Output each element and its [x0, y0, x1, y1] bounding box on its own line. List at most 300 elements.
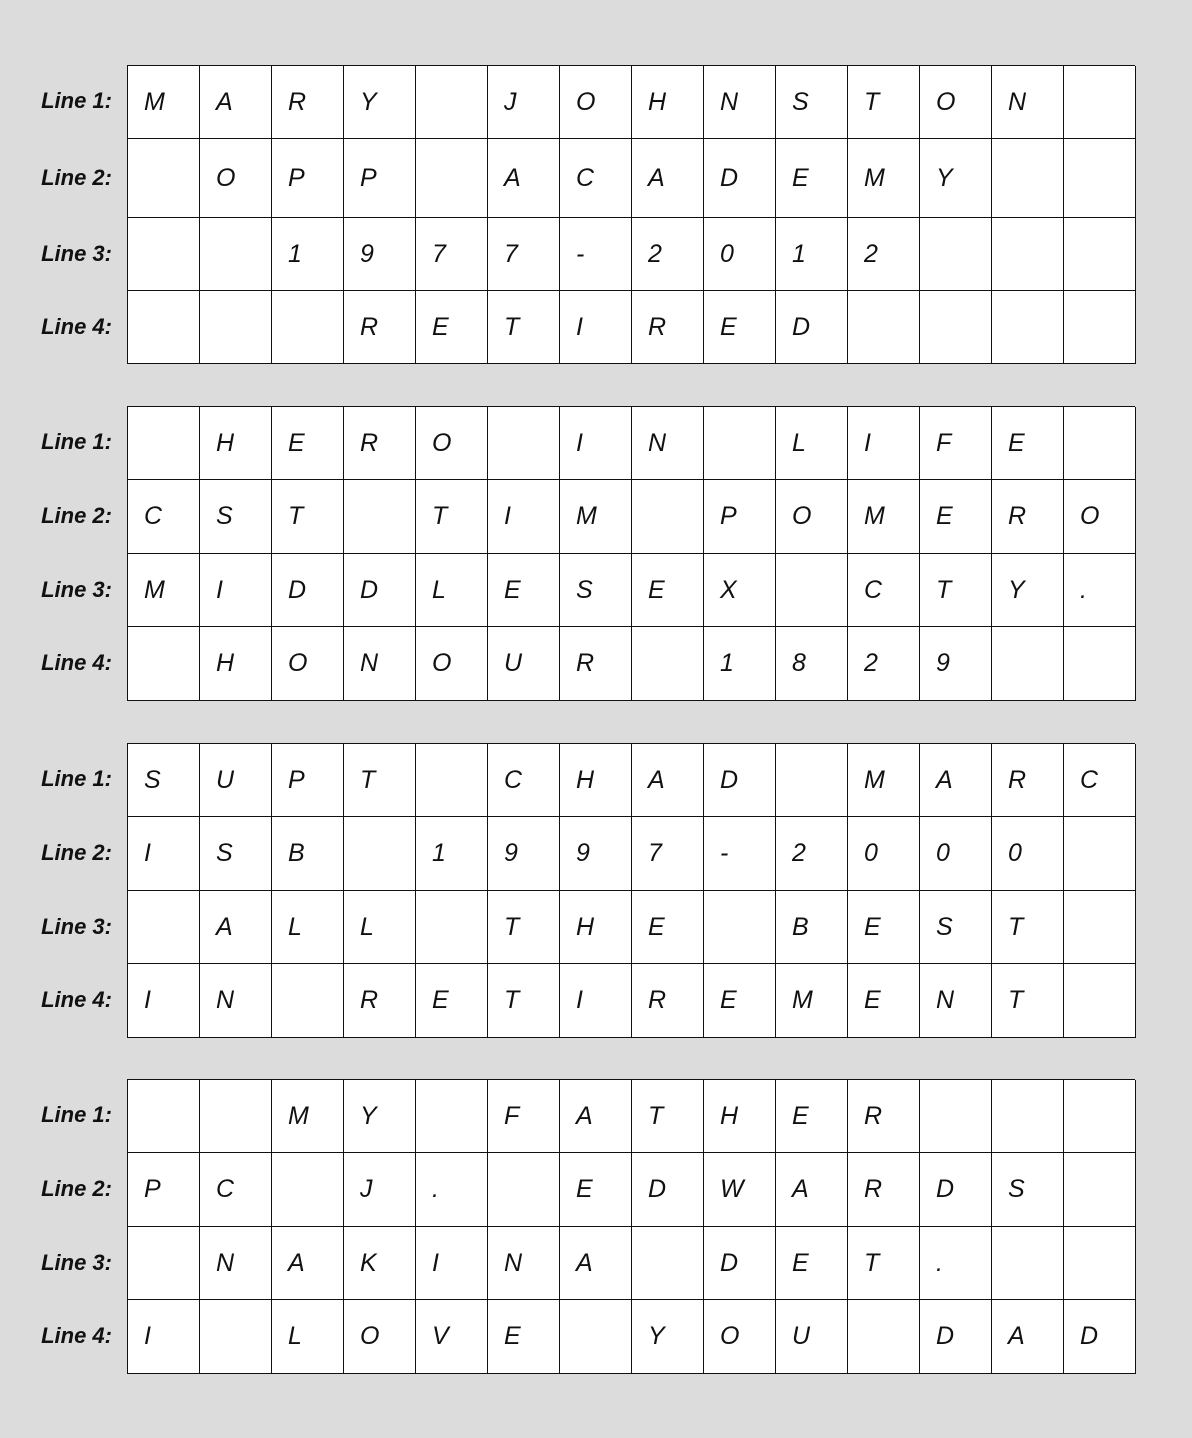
letter-cell: [992, 627, 1064, 701]
line-label: Line 2:: [41, 840, 112, 865]
letter-cell: [416, 218, 488, 291]
letter-cell-text: R: [864, 1175, 883, 1203]
letter-cell: [128, 291, 200, 364]
letter-cell: [632, 291, 704, 364]
letter-cell-text: A: [288, 1248, 305, 1277]
letter-cell: [560, 1153, 632, 1227]
letter-cell: [776, 218, 848, 291]
letter-cell: [488, 891, 560, 964]
letter-cell: [128, 66, 200, 139]
letter-cell-text: D: [360, 575, 379, 604]
letter-cell: [1064, 66, 1136, 139]
letter-cell: [560, 480, 632, 554]
letter-cell-text: M: [144, 88, 165, 116]
letter-cell-text: K: [360, 1248, 377, 1277]
letter-cell-text: E: [432, 986, 449, 1014]
letter-cell-text: T: [864, 88, 880, 116]
letter-cell-text: 2: [864, 239, 878, 268]
letter-cell-text: N: [216, 1248, 235, 1277]
letter-cell: [632, 744, 704, 817]
letter-cell: [416, 1300, 488, 1374]
letter-cell: [416, 66, 488, 139]
letter-cell: [1064, 1227, 1136, 1300]
letter-cell: [1064, 480, 1136, 554]
letter-cell: [272, 891, 344, 964]
letter-cell: [344, 66, 416, 139]
plaque-line-row: [0, 1300, 1192, 1374]
letter-cell: [200, 627, 272, 701]
letter-cell: [632, 1153, 704, 1227]
letter-cell: [992, 66, 1064, 139]
letter-cell: [848, 891, 920, 964]
letter-cell: [272, 139, 344, 218]
letter-cell: [776, 66, 848, 139]
letter-cell: [488, 139, 560, 218]
letter-cell: [848, 817, 920, 891]
letter-cell: [776, 1300, 848, 1374]
letter-cell: [416, 480, 488, 554]
plaque-line-row: [0, 554, 1192, 627]
letter-cell: [848, 66, 920, 139]
letter-cell-text: 9: [936, 649, 950, 677]
letter-cell: [920, 480, 992, 554]
letter-cell-text: 1: [288, 239, 302, 268]
letter-cell: [848, 1080, 920, 1153]
letter-cell: [272, 218, 344, 291]
letter-cell-text: D: [720, 1248, 739, 1277]
letter-cell: [632, 627, 704, 701]
letter-cell-text: T: [1008, 912, 1024, 941]
plaque-line-row: [0, 218, 1192, 291]
letter-cell-text: R: [1008, 766, 1027, 794]
letter-cell-text: S: [792, 88, 809, 116]
letter-cell-text: B: [792, 912, 809, 941]
letter-cell: [416, 554, 488, 627]
letter-cell-text: E: [648, 575, 665, 604]
letter-cell-text: L: [288, 1322, 302, 1350]
letter-cell-text: M: [864, 502, 885, 530]
letter-cell-text: M: [576, 502, 597, 530]
letter-cell: [200, 891, 272, 964]
letter-cell-text: I: [864, 429, 871, 457]
line-label: Line 1:: [41, 766, 112, 791]
letter-cell-text: E: [1008, 429, 1025, 457]
letter-cell: [704, 139, 776, 218]
letter-cell-text: Y: [360, 88, 377, 116]
letter-cell: [560, 744, 632, 817]
letter-cell: [200, 407, 272, 480]
letter-cell-text: M: [864, 766, 885, 794]
letter-cell-text: 2: [648, 239, 662, 268]
line-label: Line 1:: [41, 88, 112, 113]
letter-cell: [416, 291, 488, 364]
letter-cell-text: I: [144, 839, 151, 867]
letter-cell-text: I: [576, 986, 583, 1014]
letter-cell-text: O: [720, 1322, 740, 1350]
letter-cell-text: 9: [360, 239, 374, 268]
letter-cell-text: 8: [792, 649, 806, 677]
letter-cell-text: R: [360, 429, 379, 457]
letter-cell: [1064, 218, 1136, 291]
letter-cell-text: .: [936, 1248, 943, 1277]
letter-cell: [344, 1153, 416, 1227]
letter-cell-text: O: [432, 649, 452, 677]
letter-cell-text: 0: [936, 839, 950, 867]
letter-cell-text: R: [648, 986, 667, 1014]
letter-cell: [992, 1080, 1064, 1153]
letter-grid-row: [127, 480, 1135, 554]
letter-cell-text: E: [792, 1248, 809, 1277]
letter-cell: [344, 554, 416, 627]
letter-cell: [704, 891, 776, 964]
letter-cell-text: A: [792, 1175, 809, 1203]
letter-cell-text: H: [648, 88, 667, 116]
letter-cell-text: J: [360, 1175, 373, 1203]
letter-cell-text: C: [864, 575, 883, 604]
letter-cell-text: S: [1008, 1175, 1025, 1203]
letter-cell: [992, 218, 1064, 291]
letter-cell: [200, 1153, 272, 1227]
letter-cell-text: N: [648, 429, 667, 457]
letter-cell: [992, 964, 1064, 1038]
letter-cell-text: A: [216, 88, 233, 116]
letter-cell: [920, 66, 992, 139]
plaque-line-row: [0, 139, 1192, 218]
letter-cell: [632, 891, 704, 964]
letter-cell-text: Y: [1008, 575, 1025, 604]
letter-cell: [272, 964, 344, 1038]
letter-cell: [200, 744, 272, 817]
letter-cell-text: P: [144, 1175, 161, 1203]
line-label: Line 3:: [41, 576, 112, 602]
letter-cell: [128, 554, 200, 627]
letter-cell: [1064, 891, 1136, 964]
letter-cell: [560, 218, 632, 291]
letter-cell: [704, 554, 776, 627]
letter-cell: [272, 407, 344, 480]
letter-cell-text: R: [360, 312, 379, 341]
letter-cell: [416, 627, 488, 701]
letter-cell-text: E: [432, 312, 449, 341]
letter-cell: [128, 964, 200, 1038]
letter-cell-text: 0: [864, 839, 878, 867]
letter-cell: [272, 554, 344, 627]
letter-cell-text: A: [504, 163, 521, 192]
letter-cell: [488, 1153, 560, 1227]
letter-cell: [632, 1227, 704, 1300]
letter-cell-text: N: [936, 986, 955, 1014]
plaque-line-row: [0, 627, 1192, 701]
letter-cell: [920, 1227, 992, 1300]
letter-cell: [992, 1227, 1064, 1300]
letter-cell: [488, 1300, 560, 1374]
letter-cell: [848, 291, 920, 364]
letter-cell-text: A: [576, 1102, 593, 1130]
letter-cell: [920, 817, 992, 891]
letter-cell: [992, 407, 1064, 480]
letter-cell-text: E: [864, 912, 881, 941]
letter-cell: [128, 480, 200, 554]
letter-cell-text: 9: [504, 839, 518, 867]
letter-cell-text: N: [360, 649, 379, 677]
letter-cell: [704, 291, 776, 364]
letter-cell: [200, 554, 272, 627]
letter-cell: [200, 218, 272, 291]
letter-cell: [920, 964, 992, 1038]
letter-cell: [416, 139, 488, 218]
line-label: Line 4:: [41, 313, 112, 339]
letter-cell-text: E: [864, 986, 881, 1014]
letter-cell: [632, 407, 704, 480]
letter-cell-text: D: [720, 766, 739, 794]
letter-cell-text: O: [216, 163, 236, 192]
letter-cell: [776, 554, 848, 627]
letter-grid-row: [127, 218, 1135, 291]
letter-cell: [1064, 964, 1136, 1038]
letter-cell-text: E: [720, 986, 737, 1014]
letter-cell-text: A: [216, 912, 233, 941]
letter-cell-text: R: [1008, 502, 1027, 530]
line-label: Line 2:: [41, 1176, 112, 1201]
letter-grid-row: [127, 1153, 1135, 1227]
letter-cell: [704, 1227, 776, 1300]
letter-cell: [776, 480, 848, 554]
letter-cell-text: M: [144, 575, 165, 604]
letter-cell: [704, 1080, 776, 1153]
letter-cell: [776, 407, 848, 480]
letter-cell-text: O: [360, 1322, 380, 1350]
letter-cell-text: M: [288, 1102, 309, 1130]
letter-cell-text: I: [576, 429, 583, 457]
plaque-line-row: [0, 1153, 1192, 1227]
letter-cell-text: D: [792, 312, 811, 341]
letter-cell: [488, 627, 560, 701]
letter-cell: [344, 891, 416, 964]
letter-cell: [776, 139, 848, 218]
letter-cell-text: A: [648, 163, 665, 192]
letter-cell: [704, 218, 776, 291]
letter-cell-text: .: [432, 1175, 439, 1203]
letter-cell: [272, 1227, 344, 1300]
plaque-line-row: [0, 291, 1192, 364]
letter-cell-text: B: [288, 839, 305, 867]
letter-cell: [272, 627, 344, 701]
letter-cell: [560, 139, 632, 218]
letter-cell-text: E: [792, 163, 809, 192]
letter-cell-text: D: [648, 1175, 667, 1203]
letter-cell-text: 9: [576, 839, 590, 867]
plaque-line-row: [0, 743, 1192, 817]
letter-cell-text: T: [1008, 986, 1024, 1014]
letter-cell: [704, 407, 776, 480]
line-label: Line 2:: [41, 503, 112, 528]
letter-cell: [1064, 291, 1136, 364]
letter-cell-text: T: [504, 986, 520, 1014]
letter-cell: [272, 291, 344, 364]
letter-cell: [920, 139, 992, 218]
letter-cell-text: T: [936, 575, 952, 604]
letter-cell: [848, 627, 920, 701]
letter-cell: [128, 1227, 200, 1300]
letter-cell-text: L: [432, 575, 446, 604]
letter-cell: [848, 1300, 920, 1374]
letter-cell-text: T: [648, 1102, 664, 1130]
line-label: Line 4:: [41, 987, 112, 1012]
letter-cell-text: Y: [648, 1322, 665, 1350]
letter-grid-row: [127, 65, 1135, 139]
letter-cell: [560, 291, 632, 364]
letter-cell: [920, 218, 992, 291]
letter-cell: [344, 627, 416, 701]
letter-cell: [1064, 817, 1136, 891]
letter-cell-text: U: [792, 1322, 811, 1350]
letter-cell: [992, 1153, 1064, 1227]
plaque-line-row: [0, 480, 1192, 554]
letter-cell: [344, 291, 416, 364]
letter-cell-text: C: [576, 163, 595, 192]
letter-cell: [560, 964, 632, 1038]
letter-cell: [632, 1080, 704, 1153]
letter-cell-text: -: [576, 239, 585, 268]
letter-cell-text: S: [216, 839, 233, 867]
letter-cell: [272, 817, 344, 891]
letter-cell: [416, 817, 488, 891]
letter-cell-text: E: [720, 312, 737, 341]
letter-cell-text: H: [576, 766, 595, 794]
letter-cell-text: O: [936, 88, 956, 116]
letter-cell: [776, 891, 848, 964]
letter-cell: [416, 407, 488, 480]
letter-grid-row: [127, 1227, 1135, 1300]
letter-cell: [632, 66, 704, 139]
letter-cell: [560, 1080, 632, 1153]
letter-cell: [704, 817, 776, 891]
letter-cell: [632, 817, 704, 891]
letter-cell-text: D: [936, 1322, 955, 1350]
letter-cell: [344, 817, 416, 891]
letter-grid-row: [127, 743, 1135, 817]
letter-cell: [848, 554, 920, 627]
letter-cell-text: E: [648, 912, 665, 941]
plaque-line-row: [0, 1079, 1192, 1153]
letter-cell-text: T: [864, 1248, 880, 1277]
letter-cell: [416, 964, 488, 1038]
letter-cell: [632, 554, 704, 627]
letter-cell: [992, 817, 1064, 891]
letter-cell: [848, 964, 920, 1038]
letter-cell: [344, 218, 416, 291]
letter-cell-text: T: [288, 502, 304, 530]
letter-cell-text: O: [1080, 502, 1100, 530]
letter-cell-text: S: [216, 502, 233, 530]
letter-cell: [848, 139, 920, 218]
letter-cell-text: T: [360, 766, 376, 794]
letter-cell: [632, 964, 704, 1038]
letter-cell: [704, 744, 776, 817]
letter-cell-text: H: [720, 1102, 739, 1130]
letter-cell: [632, 218, 704, 291]
letter-cell: [560, 407, 632, 480]
letter-cell: [920, 891, 992, 964]
letter-cell: [128, 1300, 200, 1374]
letter-cell: [416, 744, 488, 817]
letter-cell: [128, 218, 200, 291]
letter-cell: [128, 744, 200, 817]
letter-cell: [704, 964, 776, 1038]
letter-cell-text: I: [432, 1248, 439, 1277]
letter-cell-text: O: [792, 502, 812, 530]
letter-cell: [560, 554, 632, 627]
letter-cell: [1064, 1300, 1136, 1374]
line-label: Line 3:: [41, 1249, 112, 1275]
letter-cell: [488, 291, 560, 364]
letter-cell-text: U: [216, 766, 235, 794]
letter-cell: [200, 1227, 272, 1300]
letter-grid-row: [127, 554, 1135, 627]
letter-cell: [344, 139, 416, 218]
letter-cell-text: H: [576, 912, 595, 941]
letter-cell: [128, 139, 200, 218]
letter-cell: [848, 744, 920, 817]
letter-cell: [776, 627, 848, 701]
line-label: Line 3:: [41, 913, 112, 939]
letter-cell-text: H: [216, 429, 235, 457]
letter-cell: [1064, 627, 1136, 701]
letter-cell: [1064, 407, 1136, 480]
letter-cell: [992, 291, 1064, 364]
letter-cell-text: P: [360, 163, 377, 192]
letter-cell-text: T: [504, 312, 520, 341]
letter-cell-text: -: [720, 839, 729, 867]
letter-cell: [992, 744, 1064, 817]
letter-cell-text: 2: [792, 839, 806, 867]
letter-cell: [560, 627, 632, 701]
letter-cell-text: X: [720, 575, 737, 604]
letter-cell: [992, 480, 1064, 554]
letter-cell-text: J: [504, 88, 517, 116]
letter-cell: [488, 554, 560, 627]
letter-cell: [920, 554, 992, 627]
letter-cell-text: I: [504, 502, 511, 530]
letter-cell: [560, 1227, 632, 1300]
letter-cell: [488, 1227, 560, 1300]
letter-cell: [560, 66, 632, 139]
letter-cell: [128, 817, 200, 891]
letter-cell-text: D: [936, 1175, 955, 1203]
letter-cell-text: 1: [720, 649, 734, 677]
letter-cell-text: D: [720, 163, 739, 192]
letter-cell: [344, 480, 416, 554]
line-label: Line 3:: [41, 240, 112, 266]
letter-cell-text: C: [1080, 766, 1099, 794]
letter-cell-text: Y: [360, 1102, 377, 1130]
letter-cell-text: E: [504, 575, 521, 604]
letter-cell: [560, 817, 632, 891]
line-label: Line 2:: [41, 164, 112, 190]
letter-cell: [776, 964, 848, 1038]
letter-cell-text: W: [720, 1175, 744, 1203]
letter-cell-text: F: [936, 429, 952, 457]
letter-grid-row: [127, 627, 1135, 701]
letter-cell-text: P: [288, 766, 305, 794]
letter-cell-text: R: [360, 986, 379, 1014]
letter-cell-text: S: [576, 575, 593, 604]
letter-cell: [1064, 554, 1136, 627]
letter-cell: [920, 1300, 992, 1374]
letter-cell-text: O: [288, 649, 308, 677]
letter-cell-text: C: [504, 766, 523, 794]
letter-cell: [848, 1227, 920, 1300]
